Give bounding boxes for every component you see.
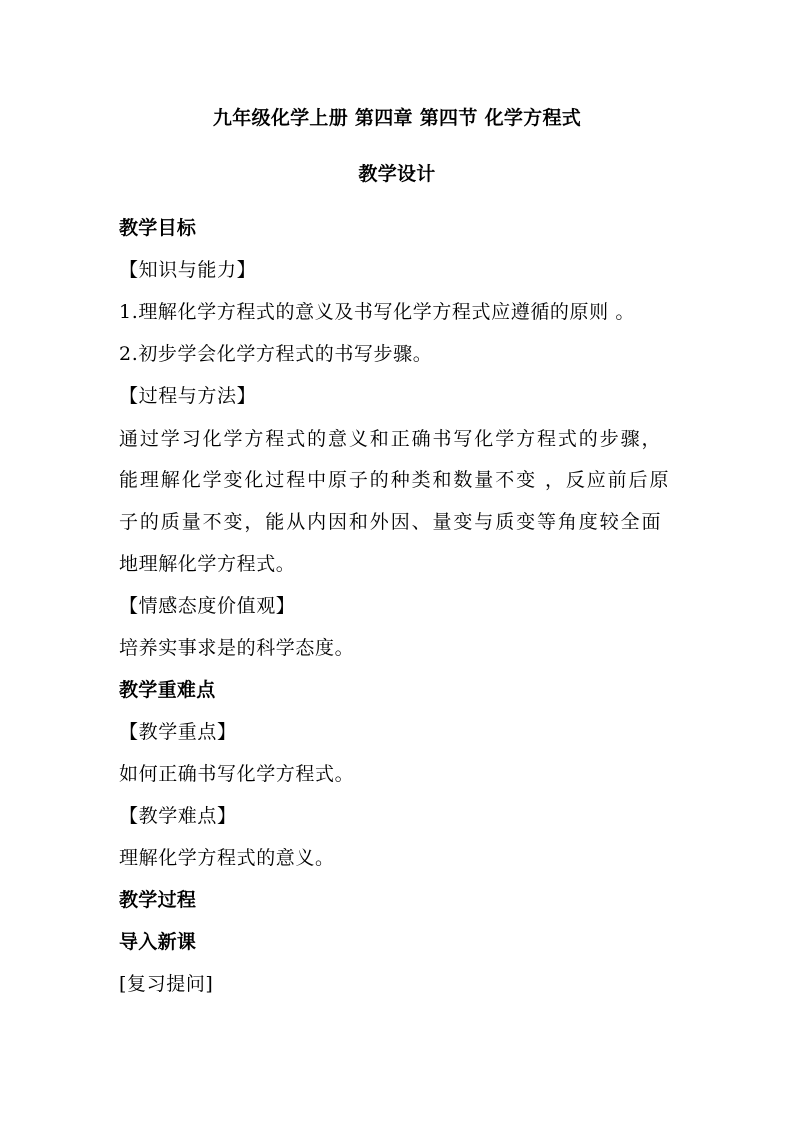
process-paragraph-line: 子的质量不变，能从内因和外因、量变与质变等角度较全面 [119,511,663,533]
subsection-heading-knowledge: 【知识与能力】 [119,259,257,281]
process-paragraph-line: 能理解化学变化过程中原子的种类和数量不变 ，反应前后原 [119,469,671,491]
process-paragraph-line: 地理解化学方程式。 [119,553,296,575]
document-title: 九年级化学上册 第四章 第四节 化学方程式 [212,107,582,129]
subsection-heading-focus: 【教学重点】 [119,721,237,743]
emotion-text: 培养实事求是的科学态度。 [119,637,355,659]
knowledge-item-1: 1.理解化学方程式的意义及书写化学方程式应遵循的原则 。 [119,301,635,323]
document-subtitle: 教学设计 [358,163,436,185]
section-heading-procedure: 教学过程 [119,889,197,911]
subsection-heading-emotion: 【情感态度价值观】 [119,595,296,617]
focus-text: 如何正确书写化学方程式。 [119,763,355,785]
subsection-heading-process: 【过程与方法】 [119,385,257,407]
difficulty-text: 理解化学方程式的意义。 [119,847,335,869]
subsection-heading-review: [复习提问] [119,973,214,995]
subsection-heading-difficulty: 【教学难点】 [119,805,237,827]
section-heading-key-points: 教学重难点 [119,679,216,701]
knowledge-item-2: 2.初步学会化学方程式的书写步骤。 [119,343,433,365]
section-heading-intro: 导入新课 [119,931,197,953]
section-heading-objectives: 教学目标 [119,217,197,239]
process-paragraph-line: 通过学习化学方程式的意义和正确书写化学方程式的步骤， [119,428,663,450]
